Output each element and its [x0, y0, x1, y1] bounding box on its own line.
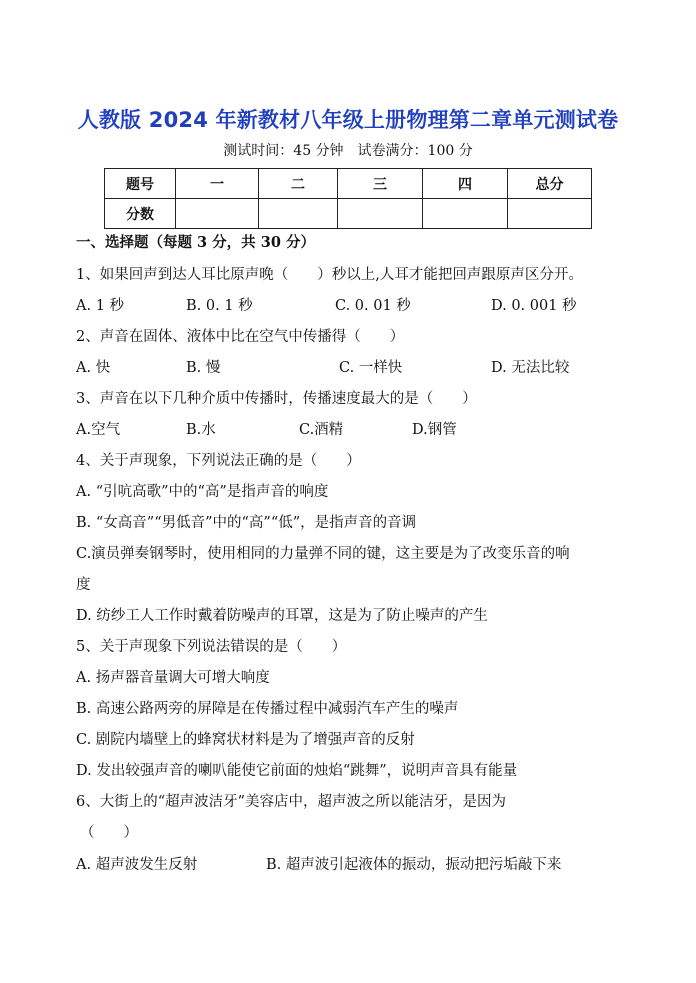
option-d: D. 0. 001 秒 — [491, 298, 577, 314]
option-b: B. 超声波引起液体的振动，振动把污垢敲下来 — [266, 857, 562, 873]
option-b: B. 0. 1 秒 — [186, 298, 253, 314]
option-a: A. 超声波发生反射 — [76, 857, 198, 873]
score-cell[interactable] — [508, 199, 592, 229]
option-c: C. 0. 01 秒 — [335, 298, 411, 314]
score-cell[interactable] — [423, 199, 508, 229]
question-4-option-c: C.演员弹奏钢琴时，使用相同的力量弹不同的键，这主要是为了改变乐音的响 — [76, 546, 570, 562]
header-cell-part1: 一 — [176, 169, 259, 199]
option-c: C. 一样快 — [339, 360, 403, 376]
question-5-option-a: A. 扬声器音量调大可增大响度 — [76, 670, 270, 686]
question-3-stem: 3、声音在以下几种介质中传播时，传播速度最大的是（ ） — [76, 391, 477, 407]
question-4-option-d: D. 纺纱工人工作时戴着防噪声的耳罩，这是为了防止噪声的产生 — [76, 608, 488, 624]
score-row-label: 分数 — [105, 199, 176, 229]
question-4-option-c-continued: 度 — [76, 577, 91, 593]
header-cell-part3: 三 — [338, 169, 423, 199]
question-5-option-b: B. 高速公路两旁的屏障是在传播过程中减弱汽车产生的噪声 — [76, 701, 459, 717]
option-a: A. 1 秒 — [76, 298, 125, 314]
question-1-stem: 1、如果回声到达人耳比原声晚（ ）秒以上,人耳才能把回声跟原声区分开。 — [76, 267, 583, 283]
option-d: D.钢管 — [412, 422, 457, 438]
option-d: D. 无法比较 — [491, 360, 570, 376]
header-cell-item: 题号 — [105, 169, 176, 199]
question-6-stem-continued: （ ） — [80, 825, 138, 841]
score-cell[interactable] — [338, 199, 423, 229]
question-4-option-a: A. “引吭高歌”中的“高”是指声音的响度 — [76, 484, 329, 500]
page-title: 人教版 2024 年新教材八年级上册物理第二章单元测试卷 — [77, 108, 619, 132]
question-2-stem: 2、声音在固体、液体中比在空气中传播得（ ） — [76, 329, 405, 345]
score-table-score-row — [105, 199, 592, 229]
score-table-header-row — [105, 169, 592, 199]
question-6-stem: 6、大街上的“超声波洁牙”美容店中，超声波之所以能洁牙，是因为 — [76, 794, 507, 810]
header-cell-part2: 二 — [259, 169, 338, 199]
question-4-stem: 4、关于声现象，下列说法正确的是（ ） — [76, 453, 361, 469]
question-4-option-b: B. “女高音”“男低音”中的“高”“低”，是指声音的音调 — [76, 515, 417, 531]
option-c: C.酒精 — [299, 422, 344, 438]
option-a: A.空气 — [76, 422, 121, 438]
header-cell-part4: 四 — [423, 169, 508, 199]
header-cell-total: 总分 — [508, 169, 592, 199]
question-5-stem: 5、关于声现象下列说法错误的是（ ） — [76, 639, 347, 655]
option-b: B. 慢 — [186, 360, 221, 376]
section-heading: 一、选择题（每题 3 分，共 30 分） — [76, 234, 315, 251]
question-5-option-c: C. 剧院内墙壁上的蜂窝状材料是为了增强声音的反射 — [76, 732, 415, 748]
score-cell[interactable] — [176, 199, 259, 229]
score-cell[interactable] — [259, 199, 338, 229]
option-b: B.水 — [186, 422, 216, 438]
score-table — [104, 168, 592, 229]
option-a: A. 快 — [76, 360, 111, 376]
question-5-option-d: D. 发出较强声音的喇叭能使它前面的烛焰“跳舞”，说明声音具有能量 — [76, 763, 518, 779]
exam-info: 测试时间：45 分钟 试卷满分：100 分 — [223, 143, 473, 159]
